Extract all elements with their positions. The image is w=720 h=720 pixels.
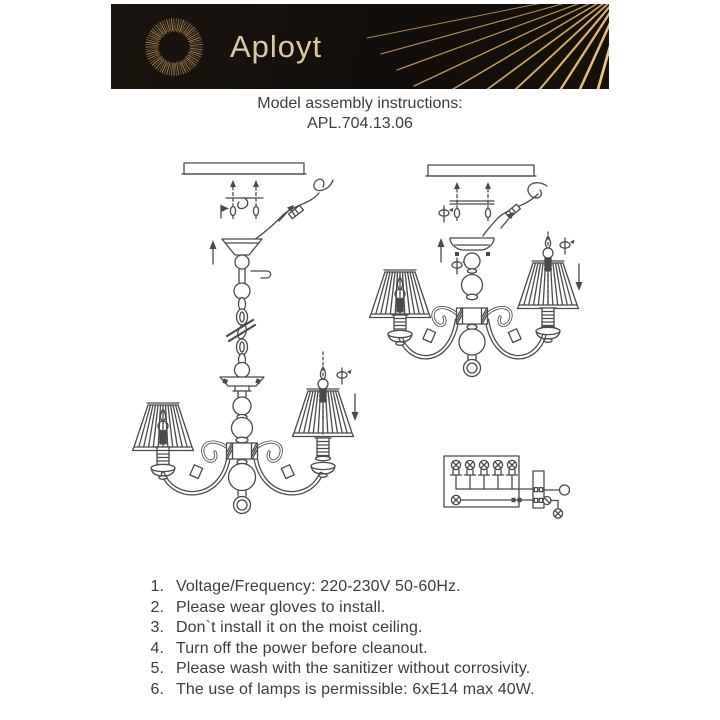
push-down-arrow xyxy=(352,394,359,421)
item-text: Turn off the power before cleanout. xyxy=(176,639,428,657)
mounting-screws xyxy=(439,182,494,222)
instruction-item xyxy=(142,659,535,680)
item-text: Please wear gloves to install. xyxy=(176,598,386,616)
item-text: Voltage/Frequency: 220-230V 50-60Hz. xyxy=(176,578,461,595)
exploded-shade-assembly xyxy=(293,352,359,477)
brand-wordmark: Aployt xyxy=(230,29,323,64)
item-number: 6. xyxy=(150,680,164,698)
instruction-item xyxy=(142,577,535,598)
hanging-hook xyxy=(238,198,248,209)
push-down-arrow xyxy=(576,264,583,291)
item-number: 2. xyxy=(150,598,164,616)
chain xyxy=(227,283,255,367)
left-lamp-with-shade xyxy=(133,403,194,479)
power-wire xyxy=(483,183,547,236)
item-number: 1. xyxy=(150,578,164,595)
item-number: 5. xyxy=(150,660,164,678)
instruction-item xyxy=(142,618,535,639)
loop-symbol xyxy=(560,485,570,495)
terminal-block xyxy=(533,471,570,518)
center-column xyxy=(457,253,488,377)
power-wire xyxy=(254,179,333,240)
wiring-terminal-diagram xyxy=(444,456,570,518)
instruction-list xyxy=(142,577,535,701)
left-lamp-with-shade xyxy=(370,270,431,345)
item-number: 4. xyxy=(150,639,164,657)
ceiling-hatch xyxy=(426,165,536,176)
item-text: Please wash with the sanitizer without corrosivity. xyxy=(176,660,531,678)
instruction-item xyxy=(142,639,535,660)
step2-mounted-diagram xyxy=(370,165,583,377)
ring-finial xyxy=(464,360,481,377)
center-column xyxy=(227,397,258,514)
instruction-item xyxy=(142,680,535,701)
exploded-shade-assembly xyxy=(518,232,583,342)
ceiling-hatch xyxy=(182,163,306,174)
single-lamp-feed xyxy=(451,495,533,504)
page-title: Model assembly instructions: xyxy=(257,95,463,112)
lamp-shade xyxy=(518,261,579,309)
model-number: APL.704.13.06 xyxy=(307,115,413,132)
mounting-screws xyxy=(221,180,263,219)
canopy xyxy=(210,239,271,283)
lamp-shade xyxy=(370,270,431,318)
step1-hanging-diagram xyxy=(133,163,359,514)
safety-hook xyxy=(251,271,271,278)
top-plate xyxy=(220,363,264,399)
lamp-shade xyxy=(133,403,194,451)
lamp-bank xyxy=(451,460,534,489)
lamp-shade xyxy=(293,389,354,437)
instruction-item xyxy=(142,598,535,619)
rotate-icon xyxy=(337,368,352,384)
item-text: Don`t install it on the moist ceiling. xyxy=(176,619,423,637)
rotate-icon xyxy=(439,206,454,222)
rotate-icon xyxy=(560,238,575,254)
ring-finial xyxy=(234,497,251,514)
push-up-arrow xyxy=(210,240,217,264)
item-text: The use of lamps is permissible: 6xE14 max 40W. xyxy=(176,680,535,698)
item-number: 3. xyxy=(150,619,164,637)
push-up-arrow xyxy=(438,238,445,262)
